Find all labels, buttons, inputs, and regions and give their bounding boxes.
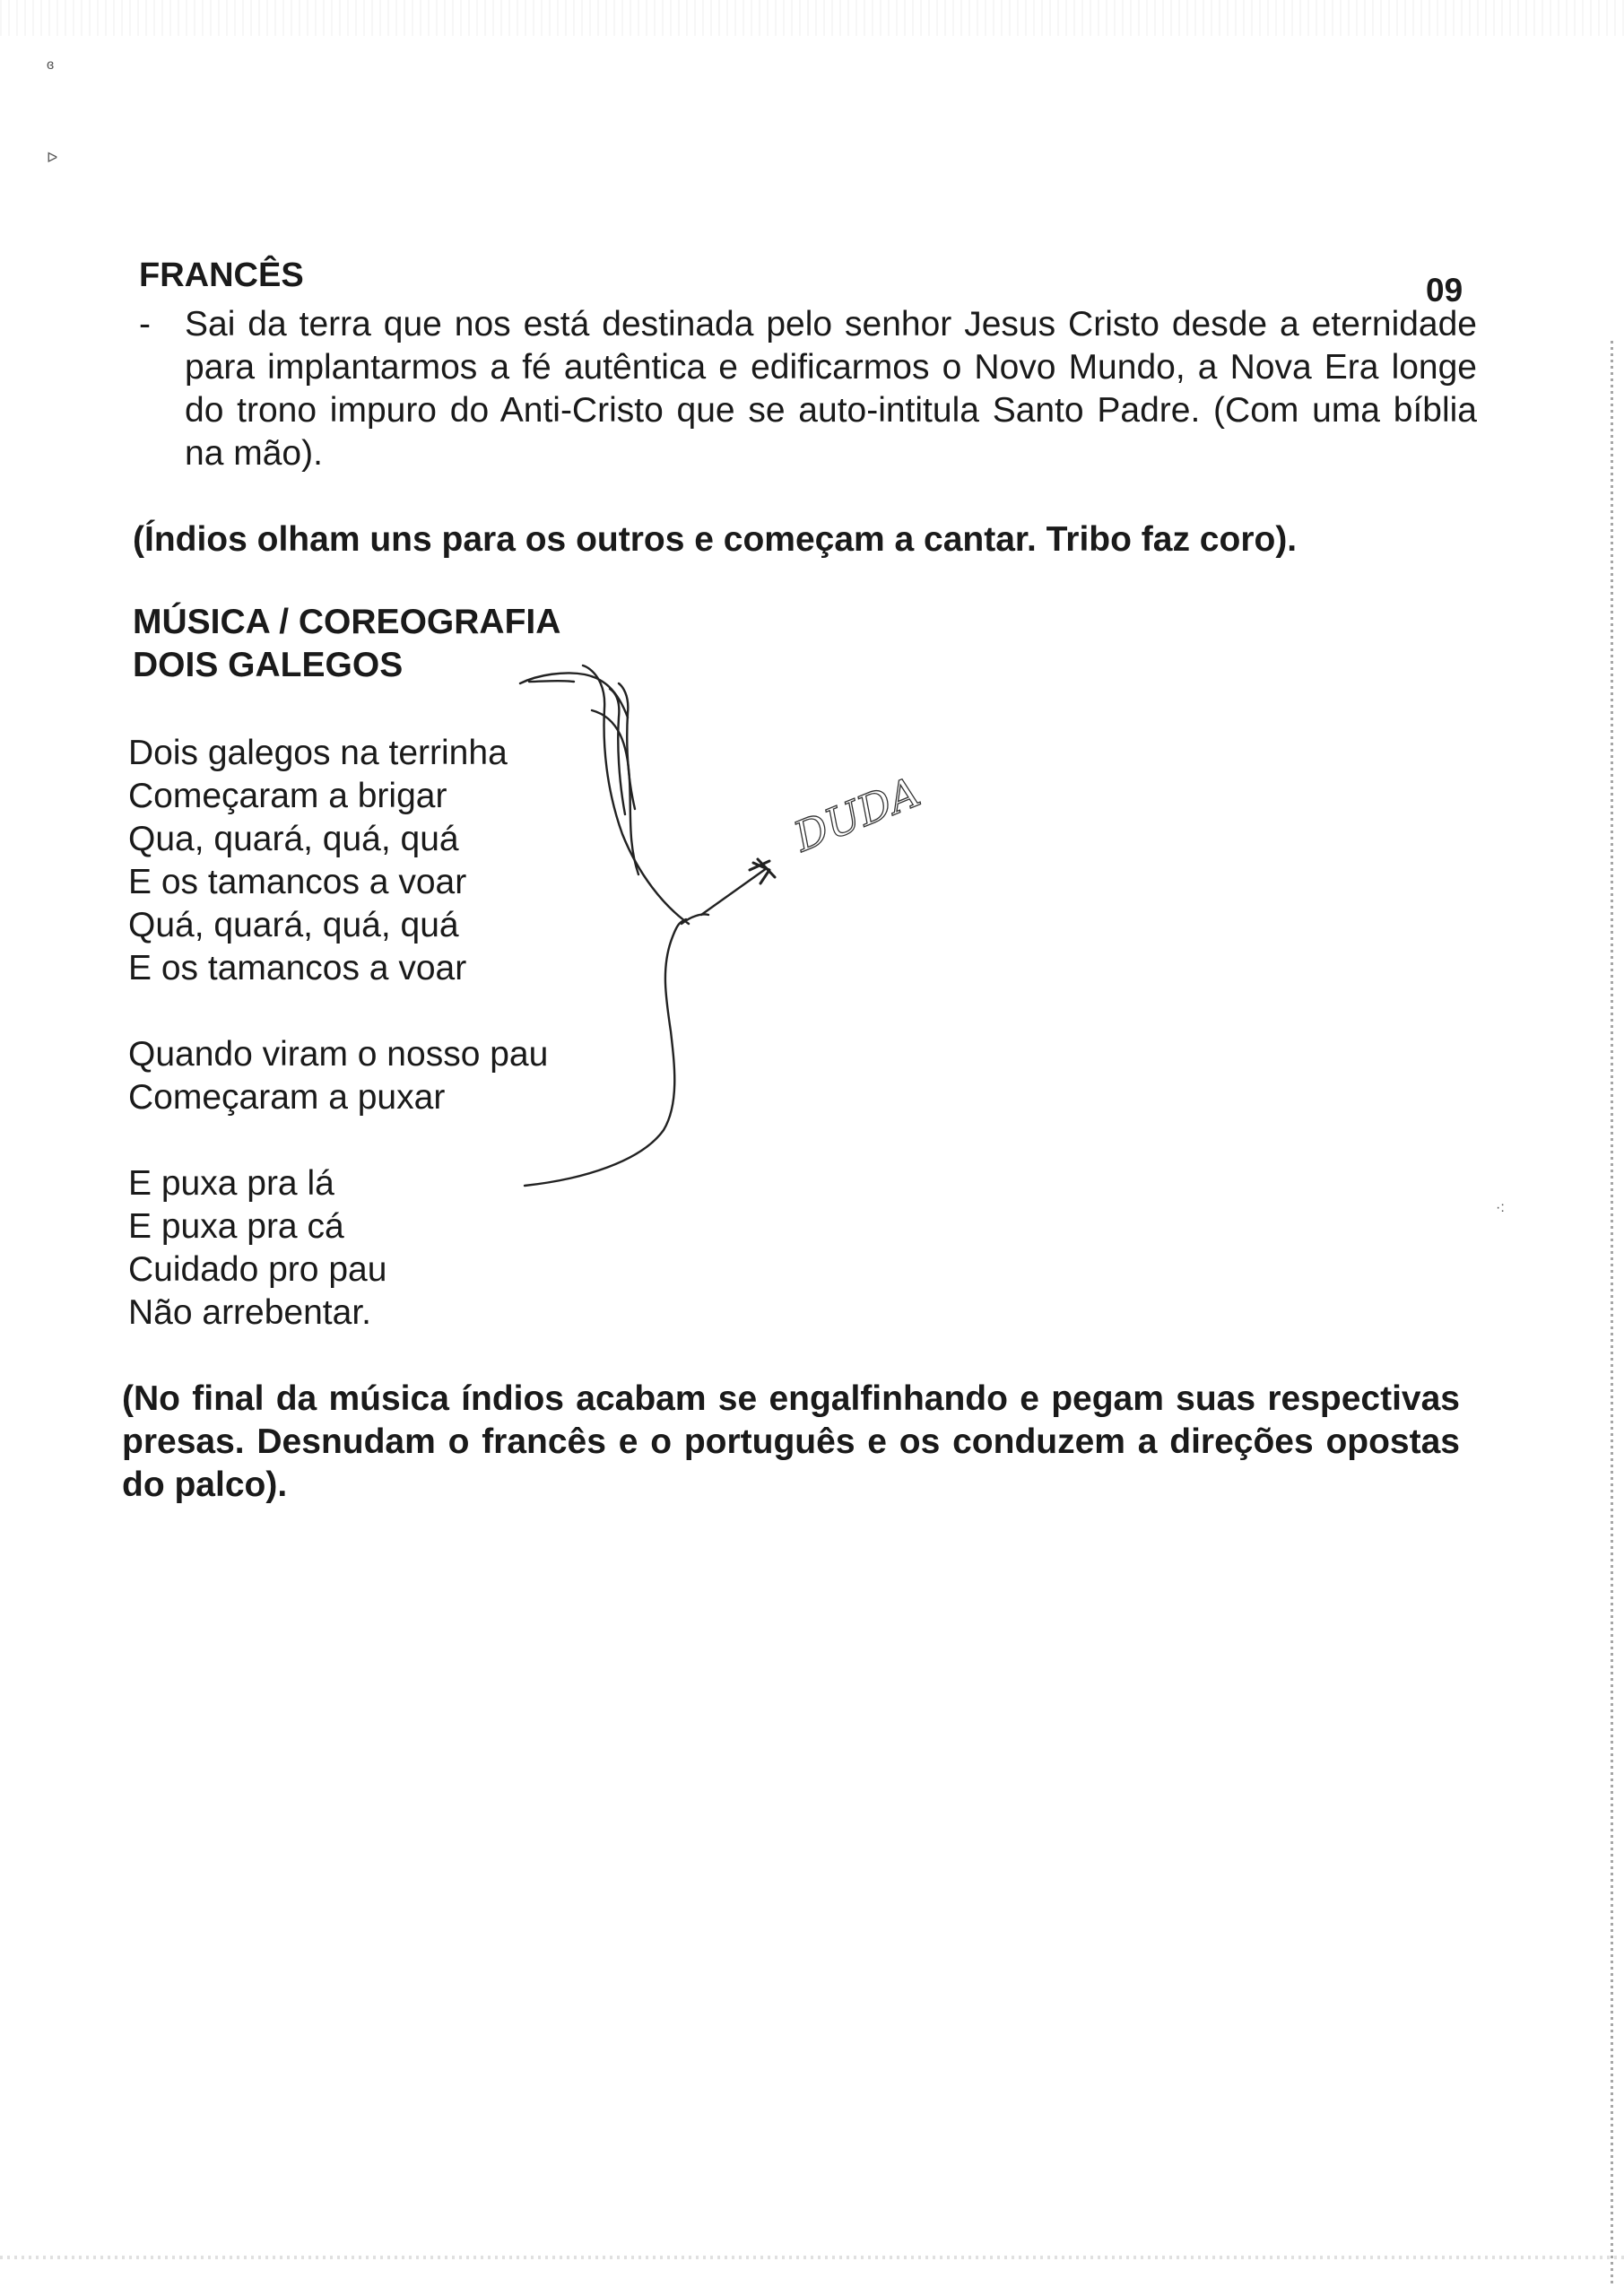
speaker-name: FRANCÊS [139,257,304,294]
lyric-line: Qua, quará, quá, quá [128,820,459,858]
speech-dash: - [139,305,151,344]
lyric-line: Dois galegos na terrinha [128,734,508,772]
lyric-line: Não arrebentar. [128,1293,372,1332]
scan-speck: ᐅ [47,151,58,166]
lyric-line: E os tamancos a voar [128,949,467,987]
lyric-line: Cuidado pro pau [128,1250,387,1289]
scan-speck: ɞ [47,57,55,73]
lyric-line: E os tamancos a voar [128,863,467,901]
page-number: 09 [1426,272,1463,309]
speech-text: Sai da terra que nos está destinada pelo senhor Jesus Cristo desde a eternidade para implantarmos a fé autêntica e edificarmos o Novo Mundo, a Nova Era longe do trono impuro do Anti-Cristo que se auto-intitula Santo Padre. (Com uma bíblia na mão). [185,305,1477,473]
song-title: DOIS GALEGOS [133,646,404,684]
stage-direction: (Índios olham uns para os outros e começam a cantar. Tribo faz coro). [133,520,1298,559]
lyric-line: Começaram a puxar [128,1078,446,1117]
lyric-line: E puxa pra lá [128,1164,334,1203]
lyric-line: Quá, quará, quá, quá [128,906,459,944]
handwritten-signature: DUDA [786,767,927,862]
lyric-line: Começaram a brigar [128,777,447,815]
song-heading: MÚSICA / COREOGRAFIA [133,603,561,641]
scan-speck: ·: [1496,1200,1505,1215]
closing-stage-direction: (No final da música índios acabam se engalfinhando e pegam suas respectivas presas. Desnudam o francês e o português e os conduzem a direções opostas do palco). [122,1379,1460,1504]
lyric-line: E puxa pra cá [128,1207,344,1246]
lyric-line: Quando viram o nosso pau [128,1035,549,1074]
